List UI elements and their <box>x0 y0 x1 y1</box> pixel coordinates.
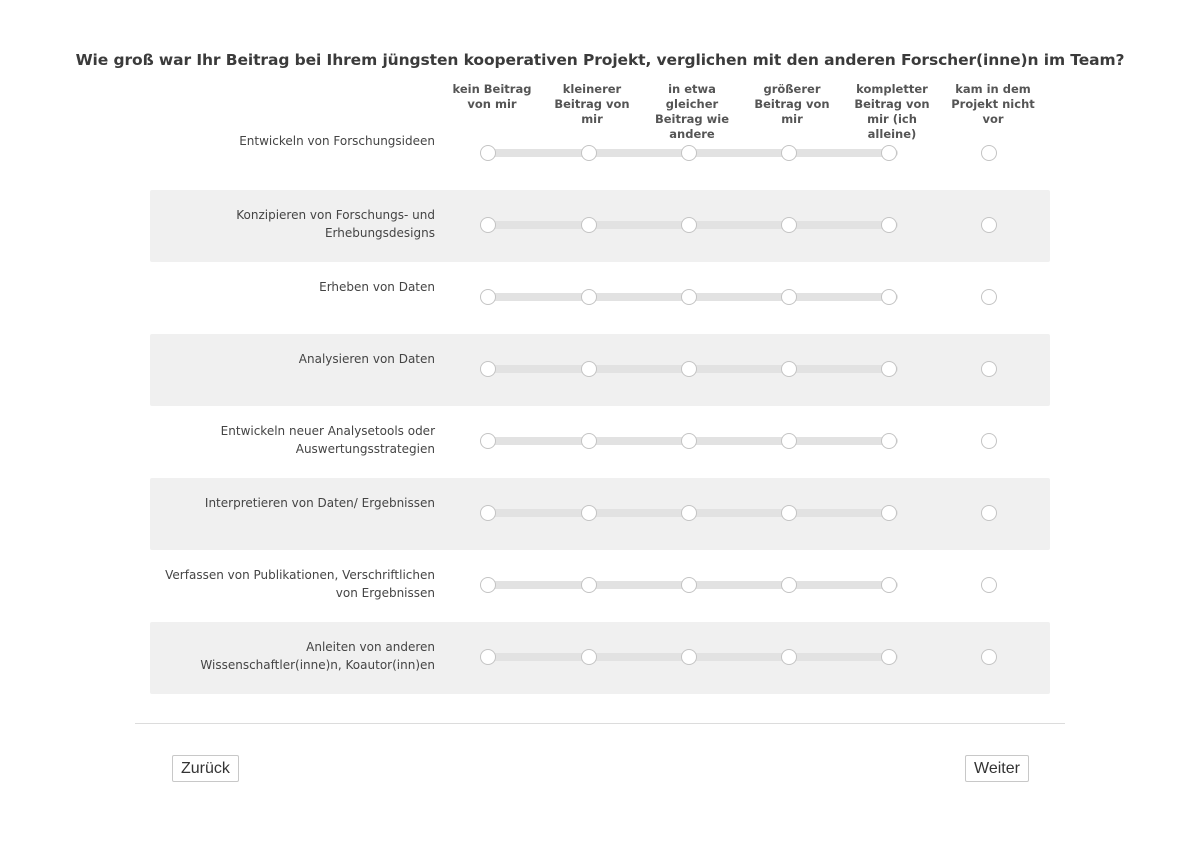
scale-option-4-radio[interactable] <box>781 361 797 377</box>
item-label: Interpretieren von Daten/ Ergebnissen <box>204 496 435 510</box>
scale-option-3-radio[interactable] <box>681 649 697 665</box>
item-label: Erheben von Daten <box>319 280 435 294</box>
scale-option-2-radio[interactable] <box>581 361 597 377</box>
item-matrix <box>150 118 1050 694</box>
scale-option-5-radio[interactable] <box>881 217 897 233</box>
item-row <box>150 478 1050 550</box>
scale-option-4-radio[interactable] <box>781 649 797 665</box>
scale-label-1: kein Beitrag von mir <box>452 82 532 111</box>
not-applicable-radio[interactable] <box>981 289 997 305</box>
scale-option-2-radio[interactable] <box>581 289 597 305</box>
scale-option-5-radio[interactable] <box>881 505 897 521</box>
scale-option-3-radio[interactable] <box>681 145 697 161</box>
scale-option-3-radio[interactable] <box>681 505 697 521</box>
scale-option-3-radio[interactable] <box>681 217 697 233</box>
scale-option-1-radio[interactable] <box>480 577 496 593</box>
question-title: Wie groß war Ihr Beitrag bei Ihrem jüngsten kooperativen Projekt, verglichen mit den anderen Forscher(inne)n im Team? <box>75 51 1125 69</box>
item-row <box>150 622 1050 694</box>
scale-option-2-radio[interactable] <box>581 649 597 665</box>
item-label: Anleiten von anderen Wissenschaftler(inne)n, Koautor(inn)en <box>200 640 435 672</box>
not-applicable-radio[interactable] <box>981 217 997 233</box>
scale-option-5-radio[interactable] <box>881 577 897 593</box>
item-row <box>150 334 1050 406</box>
scale-option-2-radio[interactable] <box>581 433 597 449</box>
scale-label-na: kam in dem Projekt nicht vor <box>951 82 1035 126</box>
scale-label-5: kompletter Beitrag von mir (ich alleine) <box>854 82 930 141</box>
scale-label-2: kleinerer Beitrag von mir <box>554 82 630 126</box>
scale-option-1-radio[interactable] <box>480 433 496 449</box>
next-button[interactable]: Weiter <box>965 755 1029 782</box>
scale-option-5-radio[interactable] <box>881 433 897 449</box>
scale-option-3-radio[interactable] <box>681 433 697 449</box>
scale-option-3-radio[interactable] <box>681 577 697 593</box>
item-row <box>150 406 1050 478</box>
not-applicable-radio[interactable] <box>981 361 997 377</box>
scale-label-3: in etwa gleicher Beitrag wie andere <box>654 82 730 141</box>
scale-label-4: größerer Beitrag von mir <box>754 82 830 126</box>
not-applicable-radio[interactable] <box>981 649 997 665</box>
scale-option-1-radio[interactable] <box>480 289 496 305</box>
item-row <box>150 550 1050 622</box>
scale-option-4-radio[interactable] <box>781 217 797 233</box>
scale-option-4-radio[interactable] <box>781 577 797 593</box>
scale-option-1-radio[interactable] <box>480 217 496 233</box>
scale-option-5-radio[interactable] <box>881 289 897 305</box>
scale-option-3-radio[interactable] <box>681 289 697 305</box>
scale-option-4-radio[interactable] <box>781 505 797 521</box>
scale-option-1-radio[interactable] <box>480 361 496 377</box>
item-label: Analysieren von Daten <box>298 352 435 366</box>
item-label: Entwickeln neuer Analysetools oder Auswertungsstrategien <box>220 424 435 456</box>
item-label: Konzipieren von Forschungs- und Erhebungsdesigns <box>236 208 435 240</box>
scale-option-4-radio[interactable] <box>781 433 797 449</box>
scale-option-2-radio[interactable] <box>581 217 597 233</box>
scale-option-2-radio[interactable] <box>581 145 597 161</box>
scale-option-2-radio[interactable] <box>581 505 597 521</box>
scale-option-2-radio[interactable] <box>581 577 597 593</box>
not-applicable-radio[interactable] <box>981 433 997 449</box>
scale-option-3-radio[interactable] <box>681 361 697 377</box>
scale-option-1-radio[interactable] <box>480 145 496 161</box>
divider <box>135 723 1065 724</box>
scale-option-4-radio[interactable] <box>781 145 797 161</box>
scale-option-5-radio[interactable] <box>881 145 897 161</box>
item-row <box>150 118 1050 190</box>
scale-option-4-radio[interactable] <box>781 289 797 305</box>
back-button[interactable]: Zurück <box>172 755 239 782</box>
not-applicable-radio[interactable] <box>981 145 997 161</box>
not-applicable-radio[interactable] <box>981 505 997 521</box>
item-row <box>150 262 1050 334</box>
scale-option-5-radio[interactable] <box>881 361 897 377</box>
scale-option-1-radio[interactable] <box>480 505 496 521</box>
item-label: Verfassen von Publikationen, Verschriftlichen von Ergebnissen <box>165 568 435 600</box>
not-applicable-radio[interactable] <box>981 577 997 593</box>
scale-option-1-radio[interactable] <box>480 649 496 665</box>
item-row <box>150 190 1050 262</box>
item-label: Entwickeln von Forschungsideen <box>239 134 435 148</box>
scale-option-5-radio[interactable] <box>881 649 897 665</box>
